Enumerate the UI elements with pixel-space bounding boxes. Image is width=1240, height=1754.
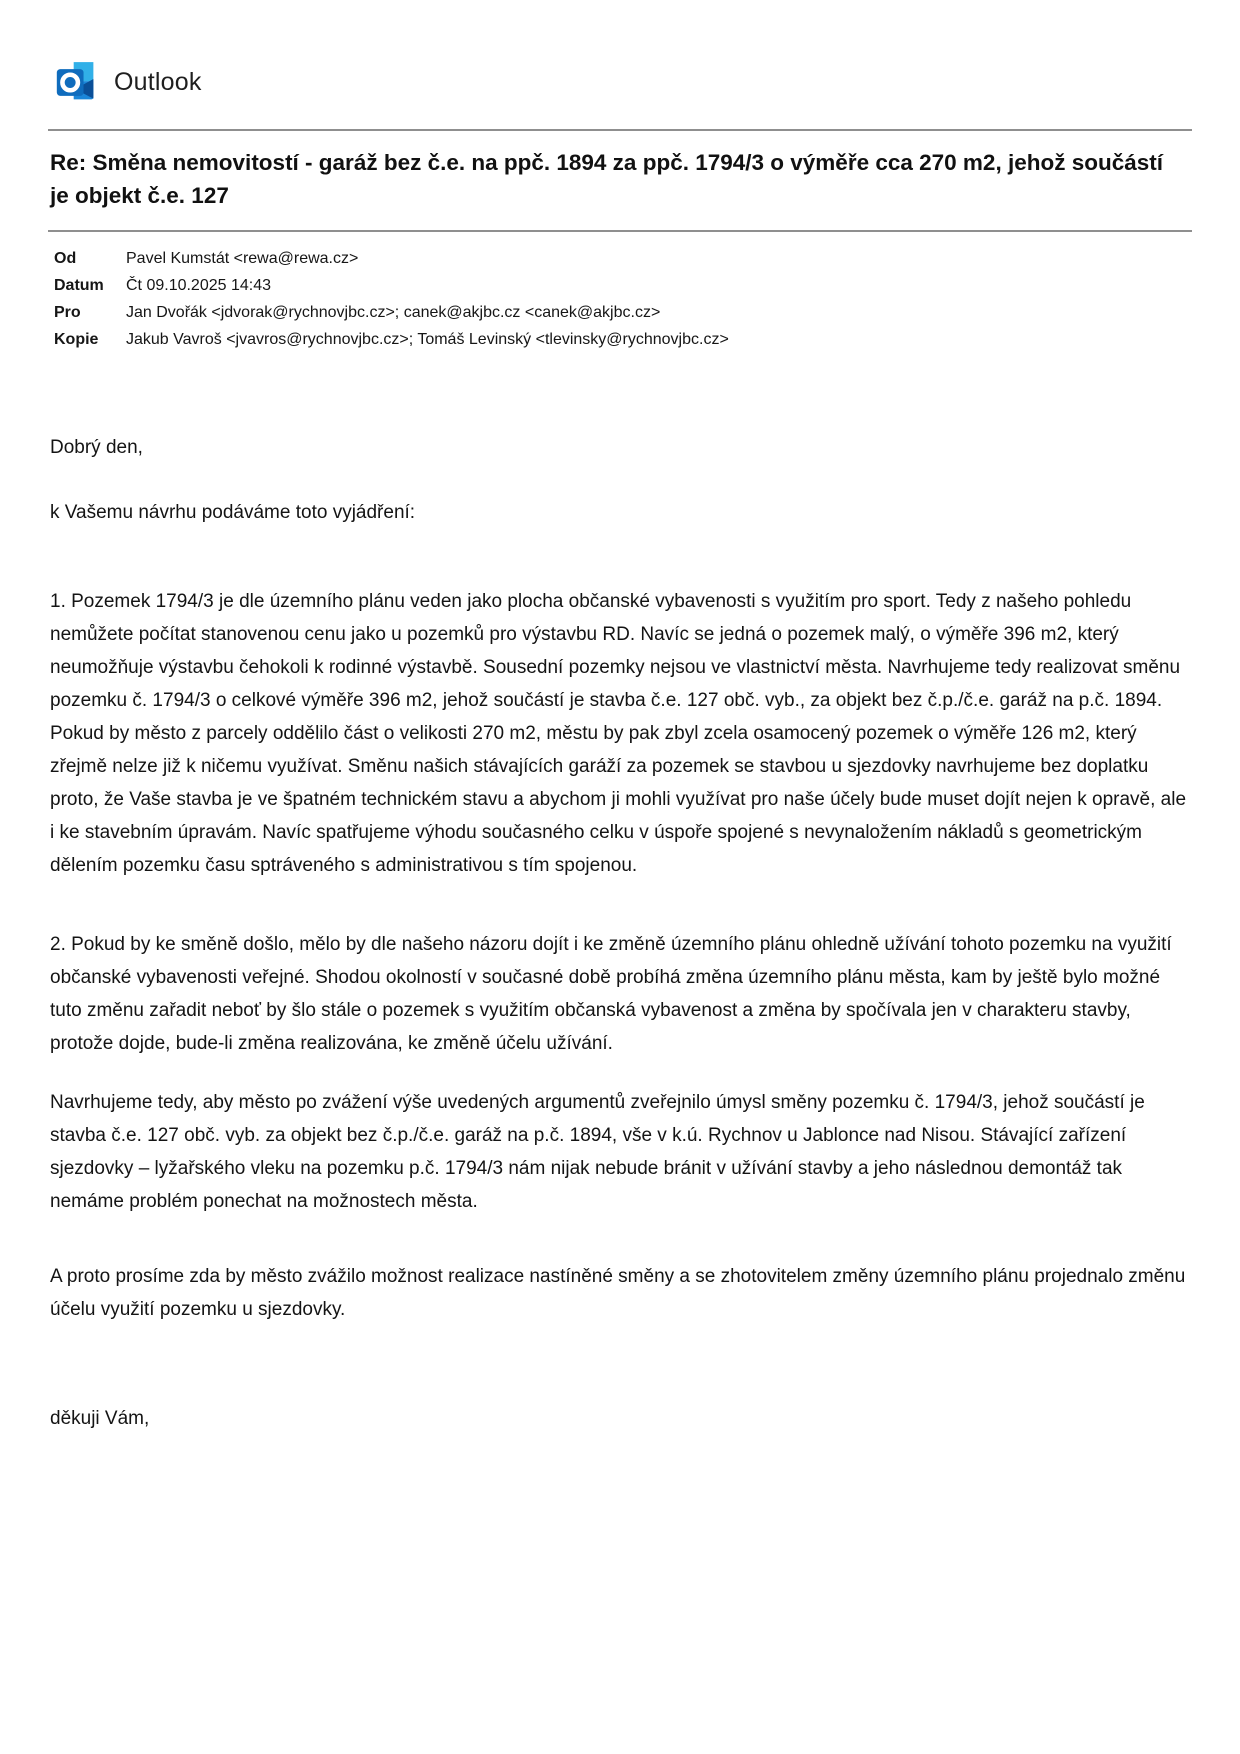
from-value: Pavel Kumstát <rewa@rewa.cz> — [126, 250, 359, 268]
body-paragraph-1: 1. Pozemek 1794/3 je dle územního plánu veden jako plocha občanské vybavenosti s využitím pro sport. Tedy z našeho pohledu nemůžete počítat stanovenou cenu jako u pozemků pro výstavbu RD. Navíc se jedná o pozemek malý, o výměře 396 m2, který neumožňuje výstavbu čehokoli k rodinné výstavbě. Sousední pozemky nejsou ve vlastnictví města. Navrhujeme tedy realizovat směnu pozemku č. 1794/3 o celkové výměře 396 m2, jehož součástí je stavba č.e. 127 obč. vyb., za objekt bez č.p./č.e. garáž na p.č. 1894. Pokud by město z parcely oddělilo část o velikosti 270 m2, městu by pak zbyl zcela osamocený pozemek o výměře 126 m2, který zřejmě nelze již k ničemu využívat. Směnu našich stávajících garáží za pozemek se stavbou u sjezdovky navrhujeme bez doplatku proto, že Vaše stavba je ve špatném technickém stavu a abychom ji mohli využívat pro naše účely bude muset dojít nejen k opravě, ale i ke stavebním úpravám. Navíc spatřujeme výhodu současného celku v úspoře spojené s nevynaložením nákladů s geometrickým dělením pozemku času sptráveného s administrativou s tím spojenou. — [50, 591, 1187, 877]
email-body — [50, 431, 1192, 1435]
top-divider — [48, 129, 1192, 131]
cc-value: Jakub Vavroš <jvavros@rychnovjbc.cz>; Tomáš Levinský <tlevinsky@rychnovjbc.cz> — [126, 331, 729, 349]
intro-line: k Vašemu návrhu podáváme toto vyjádření: — [50, 502, 416, 524]
body-paragraph-3: Navrhujeme tedy, aby město po zvážení výše uvedených argumentů zveřejnilo úmysl směny pozemku č. 1794/3, jehož součástí je stavba č.e. 127 obč. vyb. za objekt bez č.p./č.e. garáž na p.č. 1894, vše v k.ú. Rychnov u Jablonce nad Nisou. Stávající zařízení sjezdovky – lyžařského vleku na pozemku p.č. 1794/3 nám nijak nebude bránit v užívání stavby a jeho následnou demontáž tak nemáme problém ponechat na možnostech města. — [50, 1092, 1145, 1213]
to-value: Jan Dvořák <jdvorak@rychnovjbc.cz>; canek@akjbc.cz <canek@akjbc.cz> — [126, 304, 661, 322]
to-label: Pro — [54, 304, 81, 322]
date-value: Čt 09.10.2025 14:43 — [126, 277, 272, 295]
greeting: Dobrý den, — [50, 437, 143, 459]
body-paragraph-4: A proto prosíme zda by město zvážilo možnost realizace nastíněné směny a se zhotovitelem změny územního plánu projednalo změnu účelu využití pozemku u sjezdovky. — [50, 1266, 1186, 1321]
cc-label: Kopie — [54, 331, 99, 349]
outlook-logo-icon — [54, 60, 99, 105]
closing-line: děkuji Vám, — [50, 1408, 150, 1430]
email-header-fields — [54, 250, 1192, 349]
email-subject: Re: Směna nemovitostí - garáž bez č.e. na ppč. 1894 za ppč. 1794/3 o výměře cca 270 m2, jehož součástí je objekt č.e. 127 — [50, 150, 1163, 208]
from-label: Od — [54, 250, 77, 268]
app-name: Outlook — [114, 68, 202, 96]
outlook-brand — [54, 60, 1192, 105]
body-paragraph-2: 2. Pokud by ke směně došlo, mělo by dle našeho názoru dojít i ke změně územního plánu ohledně užívání tohoto pozemku na využití občanské vybavenosti veřejné. Shodou okolností v současné době probíhá změna územního plánu města, kam by ještě bylo možné tuto změnu zařadit neboť by šlo stále o pozemek s využitím občanská vybavenost a změna by spočívala jen v charakteru stavby, protože dojde, bude-li změna realizována, ke změně účelu užívání. — [50, 934, 1172, 1055]
date-label: Datum — [54, 277, 104, 295]
subject-divider — [48, 230, 1192, 232]
